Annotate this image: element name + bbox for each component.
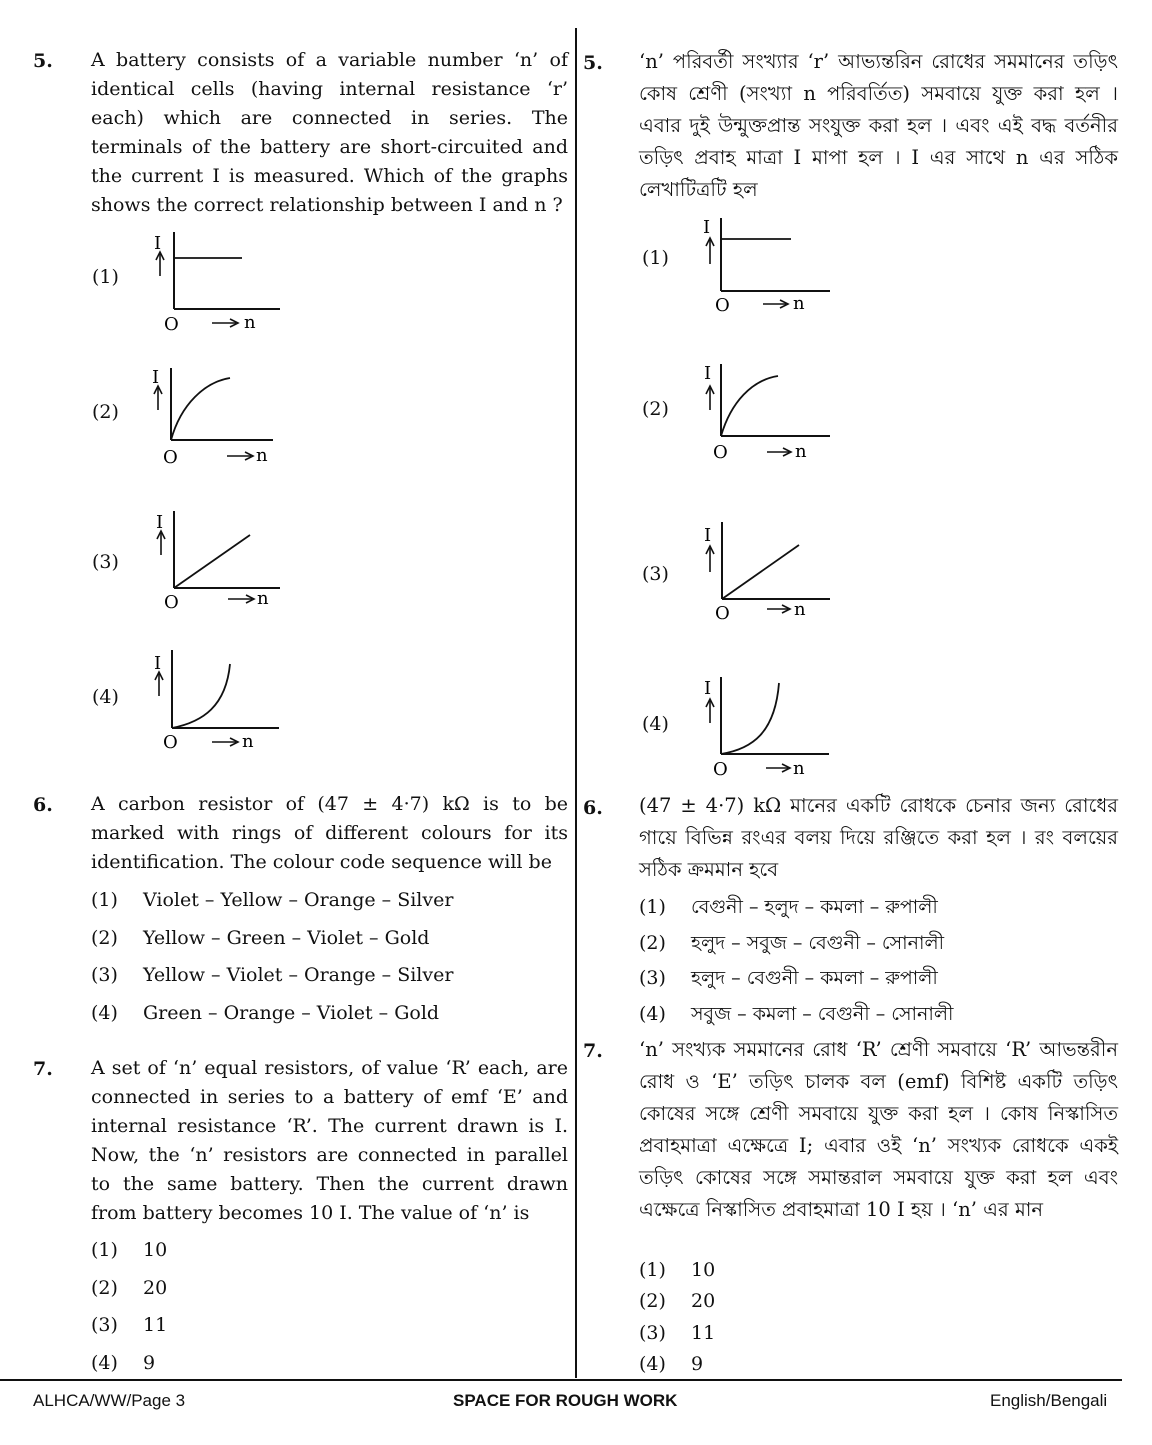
- q5-bn-graph-constant: [700, 214, 840, 324]
- y-axis-label: I: [704, 363, 712, 384]
- origin-label: O: [164, 314, 179, 335]
- q7-bn-option-3: (3) 11: [639, 1322, 716, 1344]
- x-axis-label: n: [244, 312, 256, 333]
- column-divider: [575, 28, 577, 1378]
- curve-saturating: [721, 376, 778, 436]
- q7-bn-option-4: (4) 9: [639, 1353, 704, 1375]
- y-axis-label: I: [154, 233, 162, 254]
- question-7-number: 7.: [33, 1058, 53, 1080]
- q5-bn-option-1-label: (1): [642, 247, 669, 269]
- origin-label: O: [715, 295, 730, 316]
- q5-option-2-label: (2): [92, 401, 119, 423]
- curve-exponential: [721, 683, 779, 754]
- origin-label: O: [713, 759, 728, 780]
- origin-label: O: [164, 592, 179, 613]
- rough-work-label: SPACE FOR ROUGH WORK: [453, 1391, 678, 1410]
- curve-saturating: [171, 378, 230, 440]
- q7-bn-option-1: (1) 10: [639, 1259, 716, 1281]
- q5-option-1-label: (1): [92, 266, 119, 288]
- x-axis-label: n: [242, 731, 254, 752]
- y-axis-label: I: [156, 512, 164, 533]
- q5-graph-exponential: [148, 650, 288, 760]
- x-axis-label: n: [793, 758, 805, 779]
- x-axis-label: n: [256, 445, 268, 466]
- language-label: English/Bengali: [990, 1391, 1108, 1410]
- question-5-number-bn: 5.: [583, 52, 603, 74]
- q6-option-3: (3) Yellow – Violet – Orange – Silver: [91, 964, 454, 986]
- q5-option-3-label: (3): [92, 551, 119, 573]
- q5-bn-graph-exponential: [700, 677, 840, 787]
- q5-bn-option-4-label: (4): [642, 713, 669, 735]
- question-7-text: A set of ‘n’ equal resistors, of value ‘R’ each, are connected in series to a battery of emf ‘E’ and internal resistance ‘R’. The current drawn is I. Now, the ‘n’ resistors are connected in parallel to the same battery. Then the current drawn from battery becomes 10 I. The value of ‘n’ is: [91, 1057, 568, 1224]
- q7-bn-option-2: (2) 20: [639, 1290, 716, 1312]
- origin-label: O: [715, 603, 730, 624]
- curve-linear: [174, 535, 250, 588]
- q6-bn-option-2: (2) হলুদ – সবুজ – বেগুনী – সোনালী: [639, 932, 945, 954]
- page-identifier: ALHCA/WW/Page 3: [33, 1391, 186, 1410]
- q6-option-1: (1) Violet – Yellow – Orange – Silver: [91, 889, 454, 911]
- question-6-text-bn: (47 ± 4·7) kΩ মানের একটি রোধকে চেনার জন্য রোধের গায়ে বিভিন্ন রংএর বলয় দিয়ে রঞ্জিতে করা হল । রং বলয়ের সঠিক ক্রমমান হবে: [639, 794, 1118, 881]
- question-5-text-bn: ‘n’ পরিবর্তী সংখ্যার ‘r’ আভ্যন্তরিন রোধের সমমানের তড়িৎ কোষ শ্রেণী (সংখ্যা n পরিবর্তিত) সমবায়ে যুক্ত করা হল । এবার দুই উন্মুক্তপ্রান্ত সংযুক্ত করা হল । এবং এই বদ্ধ বর্তনীর তড়িৎ প্রবাহ মাত্রা I মাপা হল । I এর সাথে n এর সঠিক লেখাটিত্রটি হল: [639, 50, 1118, 201]
- question-5-number: 5.: [33, 50, 53, 72]
- q5-option-4-label: (4): [92, 686, 119, 708]
- x-axis-label: n: [257, 588, 269, 609]
- y-axis-label: I: [704, 678, 712, 699]
- x-axis-label: n: [793, 293, 805, 314]
- q6-option-4: (4) Green – Orange – Violet – Gold: [91, 1002, 440, 1024]
- origin-label: O: [713, 442, 728, 463]
- q7-option-2: (2) 20: [91, 1277, 168, 1299]
- q7-option-1: (1) 10: [91, 1239, 168, 1261]
- q5-graph-constant: [150, 230, 290, 340]
- x-axis-label: n: [794, 599, 806, 620]
- question-7-text-bn: ‘n’ সংখ্যক সমমানের রোধ ‘R’ শ্রেণী সমবায়ে ‘R’ আভন্তরীন রোধ ও ‘E’ তড়িৎ চালক বল (emf) বিশিষ্ট একটি তড়িৎ কোষের সঙ্গে শ্রেণী সমবায়ে যুক্ত করা হল । কোষ নিস্কাসিত প্রবাহমাত্রা এক্ষেত্রে I; এবার ওই ‘n’ সংখ্যক রোধকে একই তড়িৎ কোষের সঙ্গে সমান্তরাল সমবায়ে যুক্ত করা হল এবং এক্ষেত্রে নিস্কাসিত প্রবাহমাত্রা 10 I হয় । ‘n’ এর মান: [639, 1038, 1118, 1221]
- q5-graph-linear: [150, 509, 290, 619]
- curve-exponential: [172, 664, 230, 728]
- q6-bn-option-4: (4) সবুজ – কমলা – বেগুনী – সোনালী: [639, 1003, 954, 1025]
- q6-option-2: (2) Yellow – Green – Violet – Gold: [91, 927, 430, 949]
- y-axis-label: I: [703, 217, 711, 238]
- q5-graph-saturating: [147, 364, 287, 474]
- origin-label: O: [163, 447, 178, 468]
- question-6-number-bn: 6.: [583, 797, 603, 819]
- q6-bn-option-1: (1) বেগুনী – হলুদ – কমলা – রুপালী: [639, 896, 938, 918]
- question-6-text: A carbon resistor of (47 ± 4·7) kΩ is to be marked with rings of different colours for its identification. The colour code sequence will be: [91, 793, 568, 873]
- q5-bn-graph-linear: [702, 522, 842, 632]
- q5-bn-option-2-label: (2): [642, 398, 669, 420]
- question-5-text: A battery consists of a variable number ‘n’ of identical cells (having internal resistance ‘r’ each) which are connected in series. The terminals of the battery are short-circuited and the current I is measured. Which of the graphs shows the correct relationship between I and n ?: [91, 49, 568, 216]
- q5-bn-graph-saturating: [700, 362, 840, 472]
- question-6-number: 6.: [33, 794, 53, 816]
- curve-linear: [722, 545, 799, 599]
- question-7-number-bn: 7.: [583, 1040, 603, 1062]
- q6-bn-option-3: (3) হলুদ – বেগুনী – কমলা – রুপালী: [639, 967, 938, 989]
- y-axis-label: I: [152, 367, 160, 388]
- q5-bn-option-3-label: (3): [642, 563, 669, 585]
- q7-option-4: (4) 9: [91, 1352, 156, 1374]
- y-axis-label: I: [154, 653, 162, 674]
- origin-label: O: [163, 732, 178, 753]
- x-axis-label: n: [795, 441, 807, 462]
- q7-option-3: (3) 11: [91, 1314, 168, 1336]
- footer-rule: [0, 1379, 1122, 1381]
- y-axis-label: I: [704, 525, 712, 546]
